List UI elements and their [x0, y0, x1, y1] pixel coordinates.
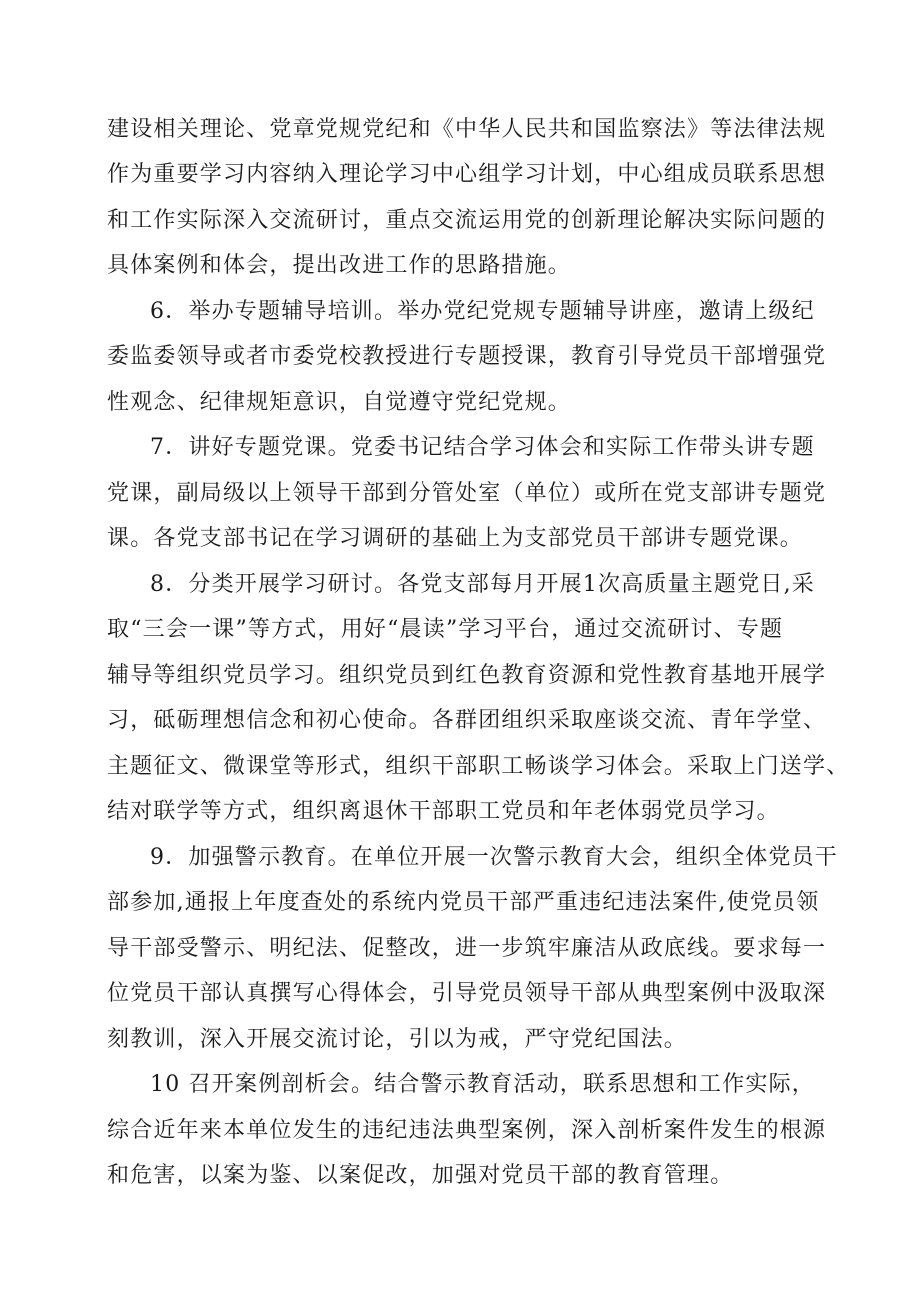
text-line: 部参加,通报上年度查处的系统内党员干部严重违纪违法案件,使党员领	[107, 890, 820, 915]
text-line: 结对联学等方式，组织离退休干部职工党员和年老体弱党员学习。	[107, 799, 780, 824]
text-line: 具体案例和体会，提出改进工作的思路措施。	[107, 253, 572, 278]
text-line: 作为重要学习内容纳入理论学习中心组学习计划，中心组成员联系思想	[107, 162, 827, 187]
text-line: 位党员干部认真撰写心得体会，引导党员领导干部从典型案例中汲取深	[107, 981, 827, 1006]
paragraph-8-first-line: 8．分类开展学习研讨。各党支部每月开展1次高质量主题党日,采	[150, 572, 815, 597]
text-line: 刻教训，深入开展交流讨论，引以为戒，严守党纪国法。	[107, 1027, 688, 1052]
text-line: 课。各党支部书记在学习调研的基础上为支部党员干部讲专题党课。	[107, 526, 804, 551]
paragraph-10-first-line: 10 召开案例剖析会。结合警示教育活动，联系思想和工作实际，	[150, 1072, 815, 1097]
text-line: 党课，副局级以上领导干部到分管处室（单位）或所在党支部讲专题党	[107, 481, 827, 506]
text-line: 综合近年来本单位发生的违纪违法典型案例，深入剖析案件发生的根源	[107, 1118, 827, 1143]
text-line: 辅导等组织党员学习。组织党员到红色教育资源和党性教育基地开展学	[107, 663, 827, 688]
text-line: 导干部受警示、明纪法、促整改，进一步筑牢廉洁从政底线。要求每一	[107, 936, 827, 961]
paragraph-6-first-line: 6．举办专题辅导培训。举办党纪党规专题辅导讲座，邀请上级纪	[150, 299, 815, 324]
paragraph-9-first-line: 9．加强警示教育。在单位开展一次警示教育大会，组织全体党员干	[150, 845, 838, 870]
text-line: 性观念、纪律规矩意识，自觉遵守党纪党规。	[107, 390, 572, 415]
text-line: 和危害，以案为鉴、以案促改，加强对党员干部的教育管理。	[107, 1163, 734, 1188]
text-line: 委监委领导或者市委党校教授进行专题授课，教育引导党员干部增强党	[107, 344, 827, 369]
text-line: 习，砥砺理想信念和初心使命。各群团组织采取座谈交流、青年学堂、	[107, 708, 827, 733]
paragraph-7-first-line: 7．讲好专题党课。党委书记结合学习体会和实际工作带头讲专题	[150, 435, 815, 460]
text-line: 取“三会一课”等方式，用好“晨读”学习平台，通过交流研讨、专题	[107, 617, 784, 642]
text-line: 主题征文、微课堂等形式，组织干部职工畅谈学习体会。采取上门送学、	[107, 754, 850, 779]
text-line: 和工作实际深入交流研讨，重点交流运用党的创新理论解决实际问题的	[107, 208, 827, 233]
text-line: 建设相关理论、党章党规党纪和《中华人民共和国监察法》等法律法规	[107, 117, 827, 142]
